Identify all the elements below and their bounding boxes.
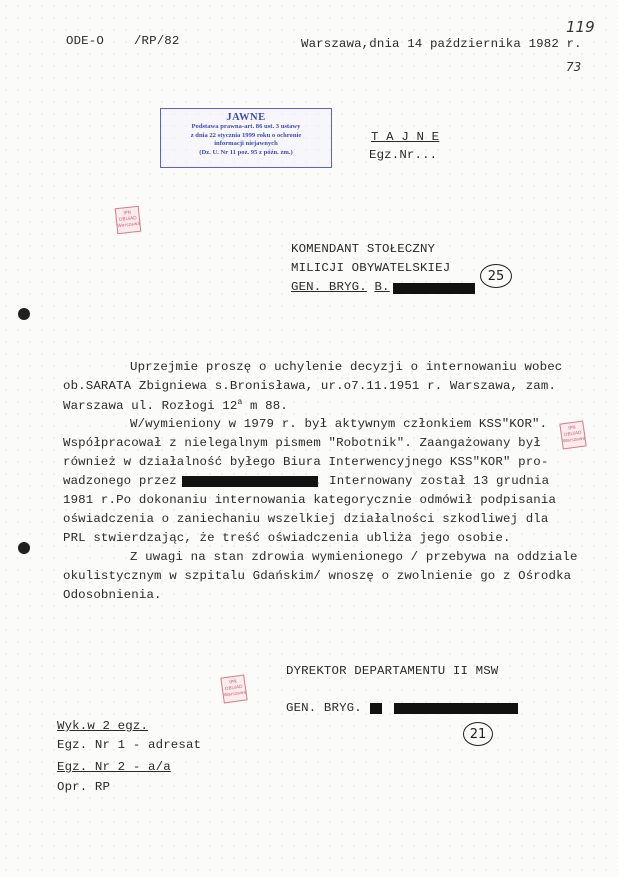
handwritten-circled-number: 21: [463, 722, 493, 746]
distribution-line: Egz. Nr 1 - adresat: [57, 738, 202, 752]
declassification-stamp: JAWNE Podstawa prawna-art. 86 ust. 3 ustawy z dnia 22 stycznia 1999 roku o ochronie informacji niejawnych (Dz. U. Nr 11 poz. 95 z późn. zm.): [160, 108, 332, 168]
distribution-line: Wyk.w 2 egz.: [57, 719, 149, 733]
signature-rank: GEN. BRYG.: [286, 701, 362, 715]
addressee-line-2: MILICJI OBYWATELSKIEJ: [291, 261, 451, 275]
body-line: Odosobnienia.: [63, 588, 162, 602]
handwritten-page-number: 119: [566, 18, 595, 36]
punch-hole-bottom: [18, 542, 30, 554]
distribution-line: Egz. Nr 2 - a/a: [57, 760, 171, 774]
body-line: 1981 r.Po dokonaniu internowania kategorycznie odmówił podpisania: [63, 493, 557, 507]
copy-number: Egz.Nr...: [369, 148, 438, 162]
place-and-date: Warszawa,dnia 14 października 1982 r.: [301, 37, 582, 51]
classification-label: T A J N E: [371, 130, 440, 144]
redaction-bar: [393, 283, 475, 294]
body-line: Uprzejmie proszę o uchylenie decyzji o internowaniu wobec: [130, 360, 563, 374]
distribution-line: Opr. RP: [57, 780, 111, 794]
body-line: Współpracował z nielegalnym pismem "Robotnik". Zaangażowany był: [63, 436, 541, 450]
body-line: okulistycznym w szpitalu Gdańskim/ wnoszę o zwolnienie go z Ośrodka: [63, 569, 572, 583]
body-line: Z uwagi na stan zdrowia wymienionego / przebywa na oddziale: [130, 550, 578, 564]
body-line: W/wymieniony w 1979 r. był aktywnym członkiem KSS"KOR".: [130, 417, 548, 431]
punch-hole-top: [18, 308, 30, 320]
redaction-bar: [370, 703, 382, 714]
body-line: ob.SARATA Zbigniewa s.Bronisława, ur.o7.11.1951 r. Warszawa, zam.: [63, 379, 557, 393]
body-line: PRL stwierdzając, że treść oświadczenia ubliża jego osobie.: [63, 531, 511, 545]
body-line: również w działalność byłego Biura Interwencyjnego KSS"KOR" pro-: [63, 455, 549, 469]
body-line: . Internowany został 13 grudnia: [314, 474, 550, 488]
redaction-bar: [182, 476, 318, 487]
handwritten-circled-number: 25: [480, 264, 512, 288]
body-line: Warszawa ul. Rozłogi 12$^a$ m 88.: [63, 398, 288, 414]
body-line: oświadczenia o zaniechaniu wszelkiej działalności szkodliwej dla: [63, 512, 549, 526]
ipn-stamp: IPN DBUiAD Warszawa: [559, 420, 586, 449]
ipn-stamp: IPN DBUiAD Warszawa: [115, 206, 142, 234]
redaction-bar: [394, 703, 518, 714]
body-line: wadzonego przez: [63, 474, 177, 488]
addressee-line-1: KOMENDANT STOŁECZNY: [291, 242, 436, 256]
reference-number: ODE-O /RP/82: [66, 34, 180, 48]
ipn-stamp: IPN DBUiAD Warszawa: [220, 674, 247, 703]
signature-title: DYREKTOR DEPARTAMENTU II MSW: [286, 664, 499, 678]
addressee-line-3: GEN. BRYG. B.: [291, 280, 390, 294]
handwritten-sub-number: 73: [566, 60, 582, 74]
